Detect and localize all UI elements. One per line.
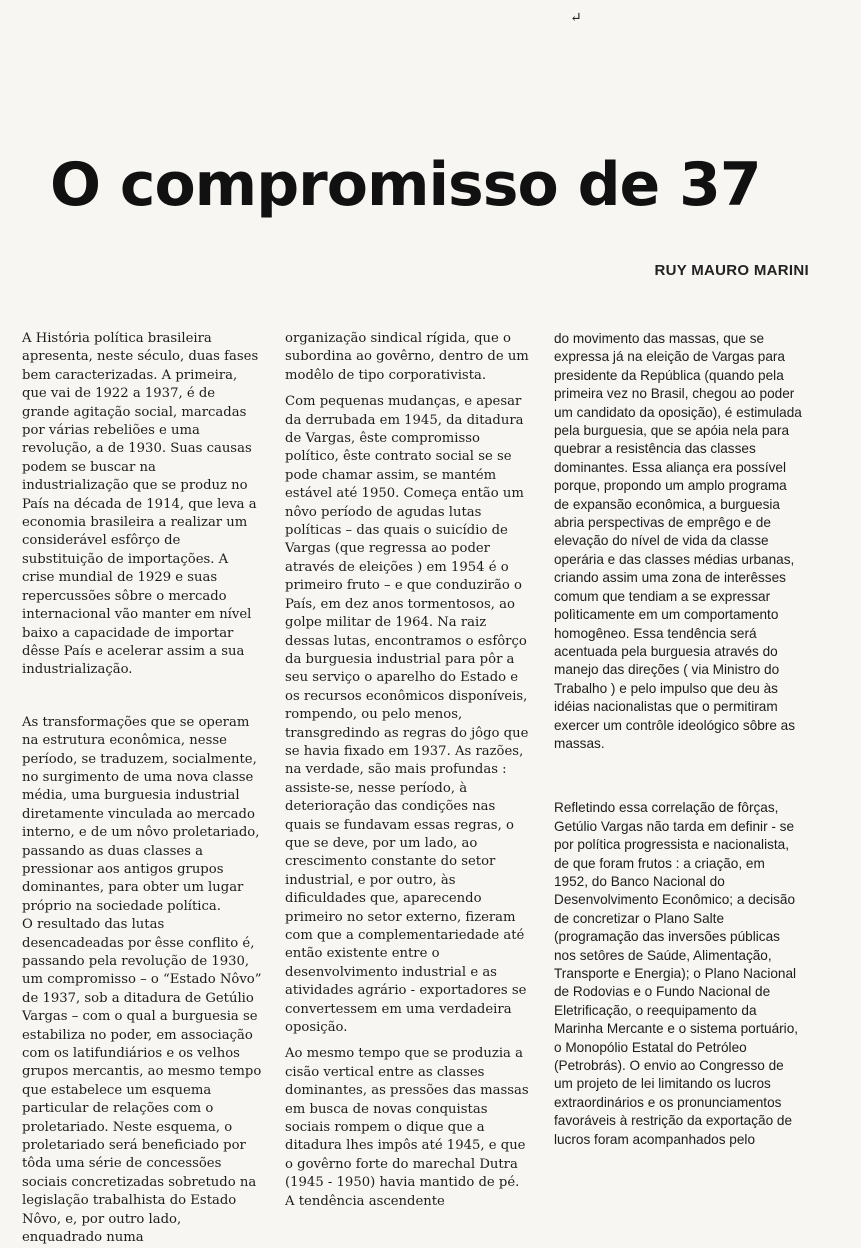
- paragraph: As transformações que se operam na estrutura econômica, nesse período, se traduzem, socialmente, no surgimento de uma nova classe média, uma burguesia industrial diretamente vinculada ao mercado interno, e de um nôvo proletariado, passando as duas classes a pressionar aos antigos grupos dominantes, para obter um lugar próprio na sociedade política.: [22, 714, 260, 914]
- corner-mark: ↵: [570, 10, 582, 26]
- paragraph: A História política brasileira apresenta, neste século, duas fases bem caracterizadas. A primeira, que vai de 1922 a 1937, é de grande agitação social, marcadas por várias rebeliões e uma revolução, a de 1930. Suas causas podem se buscar na industrialização que se produz no País na década de 1914, que leva a economia brasileira a realizar um considerável esfôrço de substituição de importações. A crise mundial de 1929 e suas repercussões sôbre o mercado internacional vão manter em nível baixo a capacidade de importar dêsse País e acelerar assim a sua industrialização.: [22, 331, 259, 678]
- paragraph: Refletindo essa correlação de fôrças, Getúlio Vargas não tarda em definir - se por política progressista e nacionalista, de que foram frutos : a criação, em 1952, do Banco Nacional do Desenvolvimento Econômico; a decisão de concretizar o Plano Salte (programação das inversões públicas nos setôres de Saúde, Alimentação, Transporte e Energia); o Plano Nacional de Rodovias e o Fundo Nacional de Eletrificação, o reequipamento da Marinha Mercante e o sistema portuário, o Monopólio Estatal do Petróleo (Petrobrás). O envio ao Congresso de um projeto de lei limitando os lucros extraordinários e os pronunciamentos favoráveis à restrição da exportação de lucros foram acompanhados pelo: [554, 800, 799, 1147]
- author-name: RUY MAURO MARINI: [654, 262, 809, 279]
- paragraph: organização sindical rígida, que o subordina ao govêrno, dentro de um modêlo de tipo corporativista.: [285, 331, 529, 383]
- article-title: O compromisso de 37: [50, 150, 761, 220]
- paragraph: Com pequenas mudanças, e apesar da derrubada em 1945, da ditadura de Vargas, êste compromisso político, êste contrato social se se pode chamar assim, se mantém estável até 1950. Começa então um nôvo período de agudas lutas políticas – das quais o suicídio de Vargas (que regressa ao poder através de eleições ) em 1954 é o primeiro fruto – e que conduzirão o País, em dez anos tormentosos, ao golpe militar de 1964. Na raiz dessas lutas, encontramos o esfôrço da burguesia industrial para pôr a seu serviço o aparelho do Estado e os recursos econômicos disponíveis, rompendo, ou pelo menos, transgredindo as regras do jôgo que se havia fixado em 1937. As razões, na verdade, são mais profundas : assiste-se, nesse período, à deterioração das condições nas quais se fundavam essas regras, o que se deve, por um lado, ao crescimento constante do setor industrial, e por outro, às dificuldades que, aparecendo primeiro no setor externo, fizeram com que a complementariedade até então existente entre o desenvolvimento industrial e as atividades agrário - exportadores se convertessem em uma verdadeira oposição.: [285, 394, 529, 1036]
- paragraph: Ao mesmo tempo que se produzia a cisão vertical entre as classes dominantes, as pressões das massas em busca de novas conquistas sociais rompem o dique que a ditadura lhes impôs até 1945, e que o govêrno forte do marechal Dutra (1945 - 1950) havia mantido de pé. A tendência ascendente: [285, 1046, 529, 1209]
- text-column-2: [285, 330, 531, 1211]
- paragraph: O resultado das lutas desencadeadas por êsse conflito é, passando pela revolução de 1930, um compromisso – o “Estado Nôvo” de 1937, sob a ditadura de Getúlio Vargas – com o qual a burguesia se estabiliza no poder, em associação com os latifundiários e os velhos grupos mercantis, ao mesmo tempo que estabelece um esquema particular de relações com o proletariado. Neste esquema, o proletariado será beneficiado por tôda uma série de concessões sociais concretizadas sobretudo na legislação trabalhista do Estado Nôvo, e, por outro lado, enquadrado numa: [22, 917, 262, 1246]
- text-column-1: [22, 330, 264, 1248]
- text-column-3: [554, 330, 802, 1149]
- paragraph: do movimento das massas, que se expressa já na eleição de Vargas para presidente da República (quando pela primeira vez no Brasil, chegou ao poder um candidato da oposição), é estimulada pela burguesia, que se apóia nela para quebrar a resistência das classes dominantes. Essa aliança era possível porque, propondo um amplo programa de expansão econômica, a burguesia abria perspectivas de emprêgo e de elevação do nível de vida da classe operária e das classes médias urbanas, criando assim uma zona de interêsses comum que tendiam a se expressar polìticamente em um comportamento homogêneo. Essa tendência será acentuada pela burguesia através do manejo das direções ( via Ministro do Trabalho ) e pelo impulso que deu às idéias nacionalistas que o permitiram exercer um contrôle ideológico sôbre as massas.: [554, 331, 802, 751]
